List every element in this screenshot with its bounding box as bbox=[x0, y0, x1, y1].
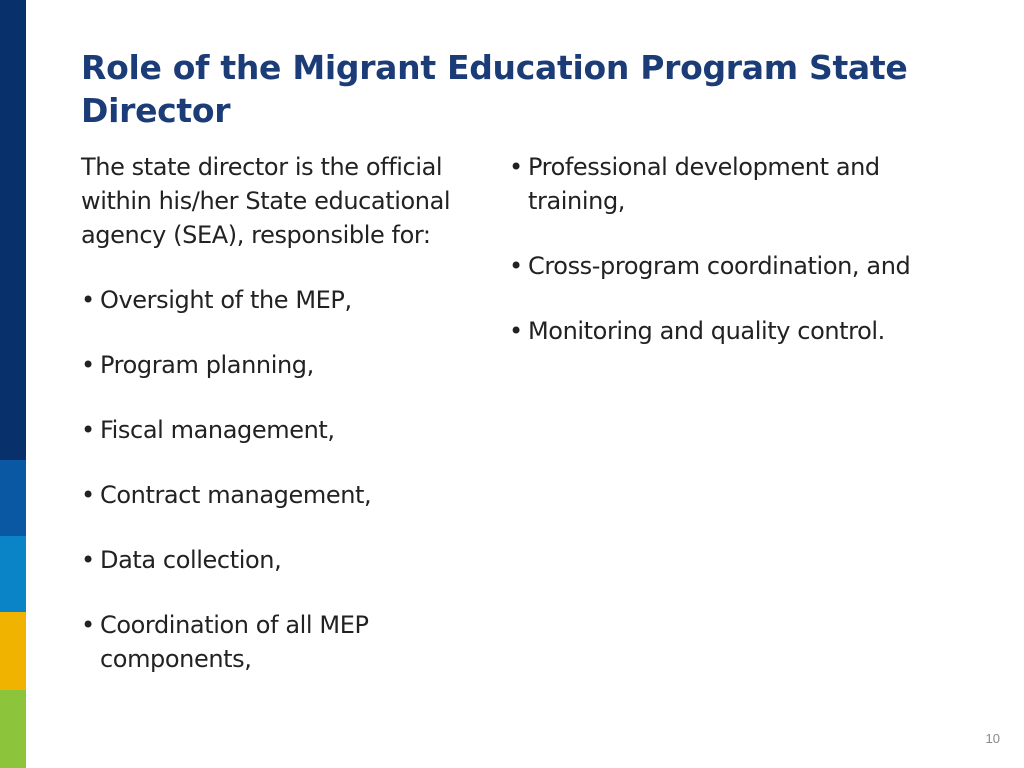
list-item-text: Data collection, bbox=[100, 546, 282, 574]
side-accent-bar bbox=[0, 0, 26, 768]
list-item-text: Monitoring and quality control. bbox=[528, 317, 885, 345]
page-number: 10 bbox=[985, 731, 1000, 746]
list-item bbox=[509, 150, 918, 218]
list-item bbox=[509, 314, 989, 348]
list-item bbox=[81, 283, 491, 317]
list-item-text: Professional development and training, bbox=[528, 153, 880, 215]
bullet-icon: • bbox=[509, 153, 523, 181]
list-item bbox=[81, 413, 491, 447]
left-column bbox=[81, 150, 491, 707]
bullet-icon: • bbox=[81, 416, 95, 444]
intro-text: The state director is the official within his/her State educational agency (SEA), responsible for: bbox=[81, 153, 451, 249]
side-bar-segment-green bbox=[0, 690, 26, 768]
list-item-text: Cross-program coordination, and bbox=[528, 252, 911, 280]
list-item bbox=[81, 348, 491, 382]
bullet-icon: • bbox=[509, 317, 523, 345]
list-item-text: Oversight of the MEP, bbox=[100, 286, 352, 314]
list-item bbox=[81, 478, 491, 512]
list-item bbox=[509, 249, 989, 283]
list-item-text: Contract management, bbox=[100, 481, 372, 509]
side-bar-segment-blue bbox=[0, 460, 26, 536]
bullet-icon: • bbox=[509, 252, 523, 280]
bullet-icon: • bbox=[81, 286, 95, 314]
list-item bbox=[81, 543, 491, 577]
list-item bbox=[81, 608, 420, 676]
side-bar-segment-yellow bbox=[0, 612, 26, 690]
slide-title: Role of the Migrant Education Program State Director bbox=[81, 48, 908, 130]
bullet-icon: • bbox=[81, 611, 95, 639]
bullet-icon: • bbox=[81, 546, 95, 574]
bullet-icon: • bbox=[81, 481, 95, 509]
bullet-icon: • bbox=[81, 351, 95, 379]
right-column bbox=[509, 150, 989, 379]
side-bar-segment-navy bbox=[0, 0, 26, 460]
side-bar-segment-light-blue bbox=[0, 536, 26, 612]
left-bullet-list bbox=[81, 283, 491, 676]
list-item-text: Program planning, bbox=[100, 351, 314, 379]
right-bullet-list bbox=[509, 150, 989, 348]
list-item-text: Fiscal management, bbox=[100, 416, 335, 444]
list-item-text: Coordination of all MEP components, bbox=[100, 611, 369, 673]
